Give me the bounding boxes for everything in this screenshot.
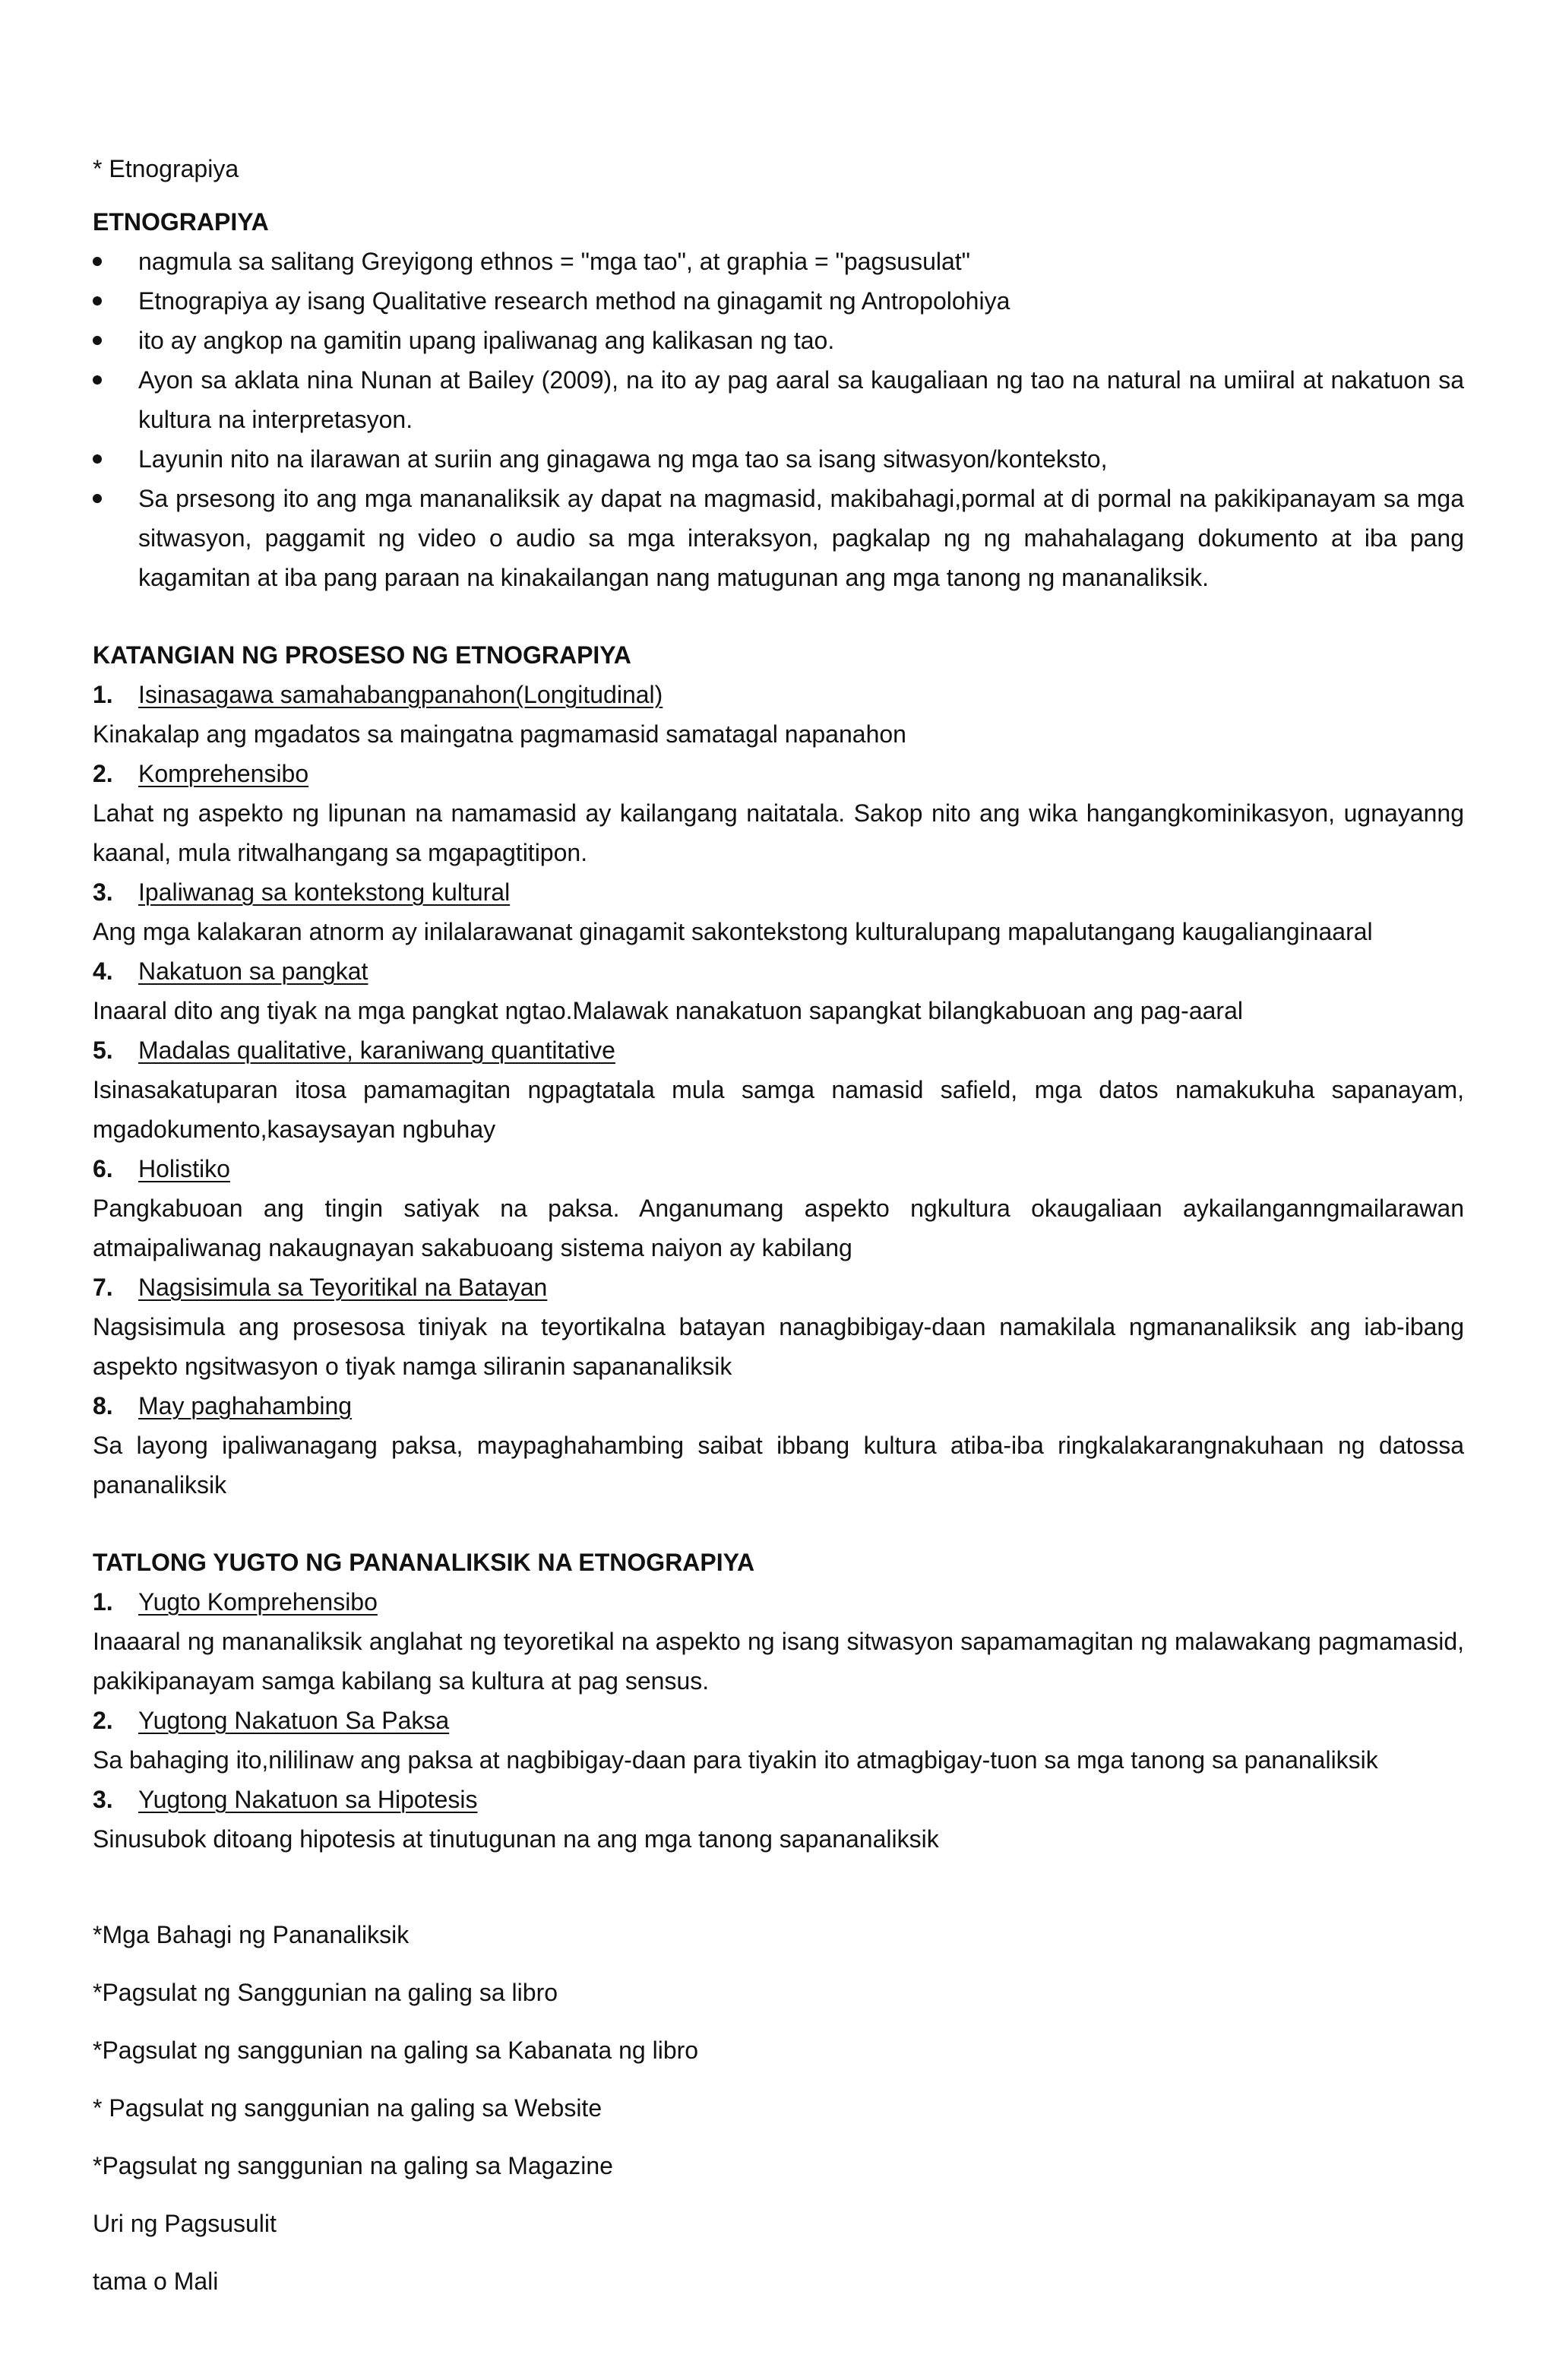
item-title: Yugtong Nakatuon Sa Paksa: [138, 1707, 450, 1734]
item-body: Pangkabuoan ang tingin satiyak na paksa. Anganumang aspekto ngkultura okaugaliaan aykailanganngmailarawan atmaipaliwanag nakaugnayan sakabuoang sistema naiyon ay kabilang: [93, 1195, 1464, 1261]
item-title: May paghahambing: [138, 1392, 353, 1419]
yugto-item: [93, 1582, 1464, 1701]
item-title: Komprehensibo: [138, 760, 309, 787]
item-title: Madalas qualitative, karaniwang quantitative: [138, 1037, 615, 1064]
item-title: Yugto Komprehensibo: [138, 1588, 378, 1616]
bullet-icon: [93, 336, 102, 345]
item-body: Inaaaral ng mananaliksik anglahat ng teyoretikal na aspekto ng isang sitwasyon sapamamagitan ng malawakang pagmamasid, pakikipanayam samga kabilang sa kultura at pag sensus.: [93, 1628, 1464, 1695]
item-number: 1.: [93, 681, 113, 708]
item-body: Sinusubok ditoang hipotesis at tinutugunan na ang mga tanong sapananaliksik: [93, 1825, 939, 1853]
katangian-item: [93, 951, 1464, 1030]
katangian-item: [93, 872, 1464, 951]
item-number: 2.: [93, 760, 113, 787]
item-body: Sa layong ipaliwanagang paksa, maypaghahambing saibat ibbang kultura atiba-iba ringkalakarangnakuhaan ng datossa pananaliksik: [93, 1432, 1464, 1499]
item-title: Yugtong Nakatuon sa Hipotesis: [138, 1786, 478, 1813]
bullet-text: Ayon sa aklata nina Nunan at Bailey (2009), na ito ay pag aaral sa kaugaliaan ng tao na natural na umiiral at nakatuon sa kultura na interpretasyon.: [138, 366, 1464, 433]
item-title: Isinasagawa samahabangpanahon(Longitudinal): [138, 681, 663, 708]
note-line: * Pagsulat ng sanggunian na galing sa Website: [93, 2094, 602, 2122]
item-body: Inaaral dito ang tiyak na mga pangkat ngtao.Malawak nanakatuon sapangkat bilangkabuoan ang pag-aaral: [93, 997, 1243, 1024]
item-body: Sa bahaging ito,nililinaw ang paksa at nagbibigay-daan para tiyakin ito atmagbigay-tuon sa mga tanong sa pananaliksik: [93, 1746, 1378, 1774]
bullet-text: Sa prsesong ito ang mga mananaliksik ay dapat na magmasid, makibahagi,pormal at di pormal na pakikipanayam sa mga sitwasyon, paggamit ng video o audio sa mga interaksyon, pagkalap ng ng mahahalagang dokumento at iba pang kagamitan at iba pang paraan na kinakailangan nang matugunan ang mga tanong ng mananaliksik.: [138, 485, 1464, 591]
bullet-icon: [93, 375, 102, 385]
katangian-item: [93, 1268, 1464, 1386]
item-title: Nakatuon sa pangkat: [138, 957, 368, 985]
katangian-item: [93, 1386, 1464, 1505]
item-number: 6.: [93, 1155, 113, 1182]
note-line: tama o Mali: [93, 2268, 219, 2295]
item-body: Lahat ng aspekto ng lipunan na namamasid ay kailangang naitatala. Sakop nito ang wika hangangkominikasyon, ugnayanng kaanal, mula ritwalhangang sa mgapagtitipon.: [93, 799, 1464, 866]
top-note: * Etnograpiya: [93, 155, 239, 182]
bullet-item: [93, 242, 1464, 281]
bullet-item: [93, 439, 1464, 479]
bullet-icon: [93, 257, 102, 266]
bullet-text: nagmula sa salitang Greyigong ethnos = "mga tao", at graphia = "pagsusulat": [138, 248, 971, 275]
item-title: Nagsisimula sa Teyoritikal na Batayan: [138, 1274, 548, 1301]
item-number: 1.: [93, 1588, 113, 1616]
item-number: 5.: [93, 1037, 113, 1064]
item-body: Isinasakatuparan itosa pamamagitan ngpagtatala mula samga namasid safield, mga datos namakukuha sapanayam, mgadokumento,kasaysayan ngbuhay: [93, 1076, 1464, 1143]
section-heading-tatlong-yugto: TATLONG YUGTO NG PANANALIKSIK NA ETNOGRAPIYA: [93, 1549, 755, 1576]
item-title: Holistiko: [138, 1155, 230, 1182]
bullet-icon: [93, 494, 102, 503]
katangian-item: [93, 1149, 1464, 1268]
bullet-item: [93, 281, 1464, 321]
item-number: 3.: [93, 878, 113, 906]
note-line: *Pagsulat ng sanggunian na galing sa Kabanata ng libro: [93, 2037, 699, 2064]
item-body: Nagsisimula ang prosesosa tiniyak na teyortikalna batayan nanagbibigay-daan namakilala ngmananaliksik ang iab-ibang aspekto ngsitwasyon o tiyak namga siliranin sapananaliksik: [93, 1313, 1464, 1380]
etnograpiya-bullet-list: [93, 242, 1464, 597]
bullet-item: [93, 321, 1464, 360]
katangian-item: [93, 1030, 1464, 1149]
bullet-text: ito ay angkop na gamitin upang ipaliwanag ang kalikasan ng tao.: [138, 327, 835, 354]
note-line: *Mga Bahagi ng Pananaliksik: [93, 1921, 410, 1948]
yugto-item: [93, 1780, 1464, 1859]
bullet-icon: [93, 296, 102, 305]
item-body: Ang mga kalakaran atnorm ay inilalarawanat ginagamit sakontekstong kulturalupang mapalutangang kaugalianginaaral: [93, 918, 1373, 945]
item-number: 2.: [93, 1707, 113, 1734]
document-page: [93, 149, 1464, 2319]
item-title: Ipaliwanag sa kontekstong kultural: [138, 878, 511, 906]
item-number: 4.: [93, 957, 113, 985]
item-number: 7.: [93, 1274, 113, 1301]
katangian-item: [93, 754, 1464, 872]
bullet-item: [93, 479, 1464, 597]
item-body: Kinakalap ang mgadatos sa maingatna pagmamasid samatagal napanahon: [93, 720, 906, 748]
bullet-text: Etnograpiya ay isang Qualitative research method na ginagamit ng Antropolohiya: [138, 287, 1010, 315]
section-heading-etnograpiya: ETNOGRAPIYA: [93, 208, 269, 236]
note-line: Uri ng Pagsusulit: [93, 2210, 277, 2237]
item-number: 8.: [93, 1392, 113, 1419]
katangian-item: [93, 675, 1464, 754]
note-line: *Pagsulat ng Sanggunian na galing sa libro: [93, 1979, 558, 2006]
note-line: *Pagsulat ng sanggunian na galing sa Magazine: [93, 2152, 613, 2179]
item-number: 3.: [93, 1786, 113, 1813]
section-heading-katangian: KATANGIAN NG PROSESO NG ETNOGRAPIYA: [93, 641, 631, 669]
bullet-item: [93, 360, 1464, 439]
bullet-icon: [93, 454, 102, 464]
bullet-text: Layunin nito na ilarawan at suriin ang ginagawa ng mga tao sa isang sitwasyon/konteksto,: [138, 445, 1108, 473]
yugto-item: [93, 1701, 1464, 1780]
